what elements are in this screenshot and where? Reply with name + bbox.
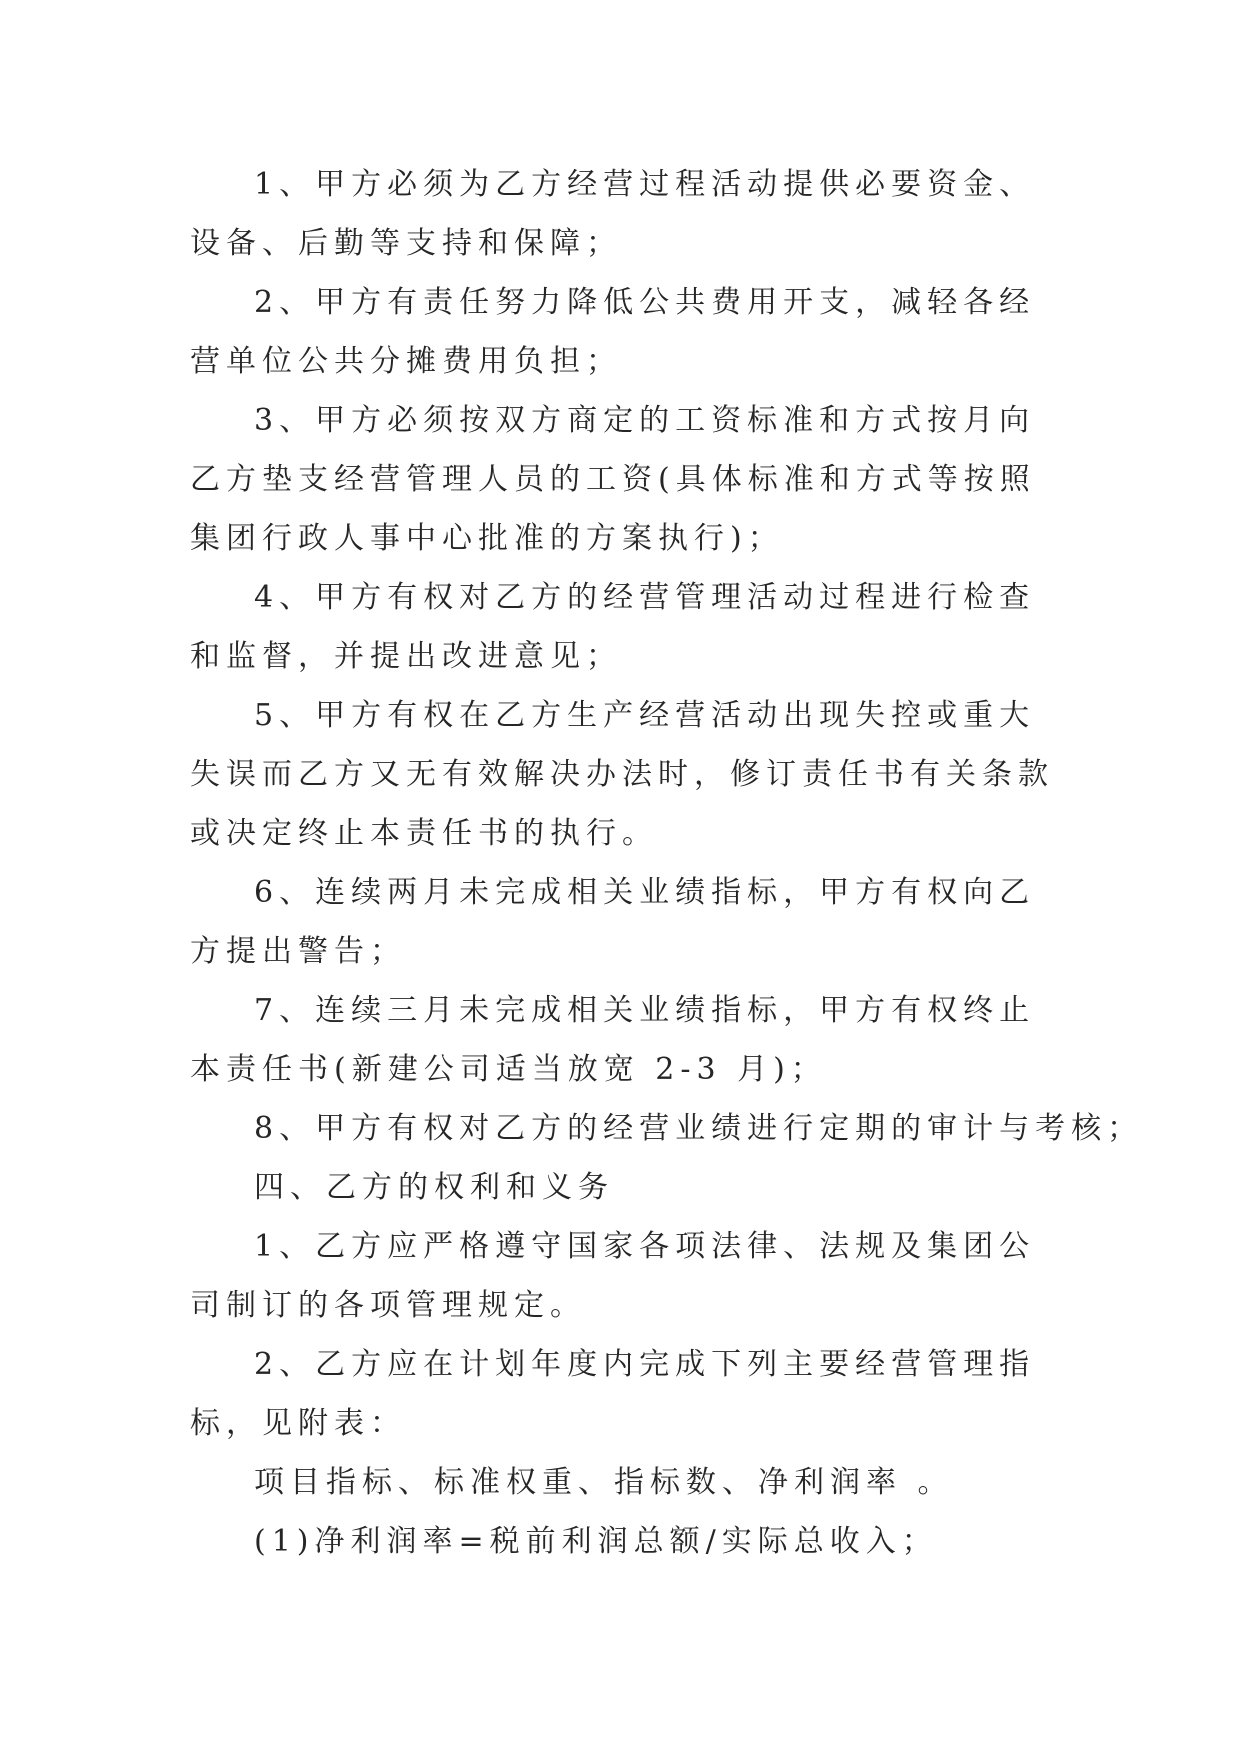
document-body xyxy=(190,155,1144,1571)
paragraph-a5: 5、甲方有权在乙方生产经营活动出现失控或重大失误而乙方又无有效解决办法时，修订责任书有关条款或决定终止本责任书的执行。 xyxy=(190,698,1054,851)
paragraph-a1: 1、甲方必须为乙方经营过程活动提供必要资金、设备、后勤等支持和保障； xyxy=(190,167,1036,261)
paragraph-a4: 4、甲方有权对乙方的经营管理活动过程进行检查和监督，并提出改进意见； xyxy=(190,580,1036,674)
paragraph-formula: (1)净利润率=税前利润总额/实际总收入； xyxy=(254,1524,938,1559)
paragraph-indicators: 项目指标、标准权重、指标数、净利润率 。 xyxy=(254,1465,954,1500)
paragraph-b2: 2、乙方应在计划年度内完成下列主要经营管理指标，见附表： xyxy=(190,1347,1036,1441)
paragraph-a2: 2、甲方有责任努力降低公共费用开支，减轻各经营单位公共分摊费用负担； xyxy=(190,285,1036,379)
paragraph-a6: 6、连续两月未完成相关业绩指标，甲方有权向乙方提出警告； xyxy=(190,875,1036,969)
paragraph-a8: 8、甲方有权对乙方的经营业绩进行定期的审计与考核； xyxy=(254,1111,1144,1146)
paragraph-b1: 1、乙方应严格遵守国家各项法律、法规及集团公司制订的各项管理规定。 xyxy=(190,1229,1036,1323)
paragraph-a3: 3、甲方必须按双方商定的工资标准和方式按月向乙方垫支经营管理人员的工资(具体标准和方式等按照集团行政人事中心批准的方案执行)； xyxy=(190,403,1036,556)
section-heading-party-b: 四、乙方的权利和义务 xyxy=(254,1170,614,1205)
paragraph-a7: 7、连续三月未完成相关业绩指标，甲方有权终止本责任书(新建公司适当放宽 2-3 月)； xyxy=(190,993,1036,1087)
